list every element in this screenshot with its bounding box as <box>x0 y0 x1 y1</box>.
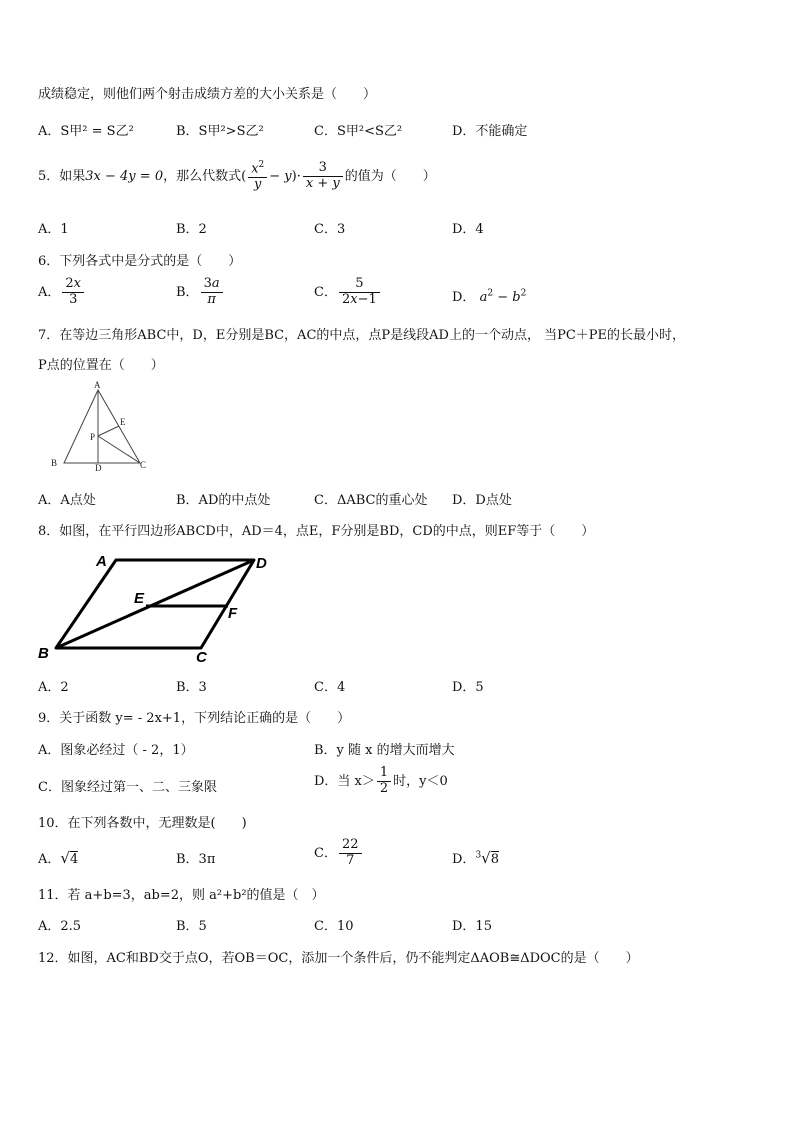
q7-label-e: E <box>120 417 126 427</box>
q10-option-b: B．3π <box>176 852 216 867</box>
q7-label-c: C <box>140 460 147 470</box>
q7-stem-line1: 7．在等边三角形ABC中，D，E分别是BC，AC的中点，点P是线段AD上的一个动点， 当PC＋PE的长最小时， <box>38 328 686 343</box>
q5-option-b: B．2 <box>176 222 207 237</box>
q8-label-d: D <box>256 555 267 572</box>
q9-stem: 9．关于函数 y= - 2x+1，下列结论正确的是（ ） <box>38 711 351 726</box>
q5-option-a: A．1 <box>38 222 69 237</box>
q4-option-a: A．S甲² = S乙² <box>38 124 134 139</box>
q10-option-a: A．√4 <box>38 849 79 867</box>
q7-stem-line2: P点的位置在（ ） <box>38 358 164 373</box>
q5-stem: 5．如果3x − 4y = 0，那么代数式( $\frac{x^2}{y}$ − y)· $\frac{3}{x + y}$ 的值为（ ） <box>38 160 436 193</box>
q9-option-a: A．图象必经过（ - 2，1） <box>38 743 194 758</box>
q6-option-d: D． $a^2 - b^2$ <box>452 288 527 305</box>
q8-parallelogram-figure <box>36 548 286 666</box>
q7-label-p: P <box>90 432 96 442</box>
q8-label-c: C <box>196 649 207 666</box>
q4-option-c: C．S甲²<S乙² <box>314 124 403 139</box>
q7-option-c: C．ΔABC的重心处 <box>314 493 428 508</box>
q10-stem: 10．在下列各数中，无理数是( ) <box>38 816 247 831</box>
q7-option-b: B．AD的中点处 <box>176 493 271 508</box>
q8-label-e: E <box>134 590 145 607</box>
q6-option-b: B． $\frac{3a}{\pi}$ <box>176 277 225 308</box>
q7-label-b: B <box>51 458 58 468</box>
q9-option-c: C．图象经过第一、二、三象限 <box>38 780 217 795</box>
q5-condition: 3x − 4y = 0 <box>85 169 164 185</box>
q5-option-d: D．4 <box>452 222 484 237</box>
q5-fraction-x2-over-y: $\frac{x^2}{y}$ <box>248 160 267 193</box>
q7-label-d: D <box>95 463 102 473</box>
q8-option-a: A．2 <box>38 680 69 695</box>
q11-option-d: D．15 <box>452 919 492 934</box>
q11-stem: 11．若 a+b=3，ab=2，则 a²+b²的值是（ ） <box>38 888 325 903</box>
q8-option-d: D．5 <box>452 680 484 695</box>
q6-option-a: A． $\frac{2x}{3}$ <box>38 277 86 308</box>
q8-label-f: F <box>228 605 238 622</box>
q10-option-c: C． $\frac{22}{7}$ <box>314 838 364 869</box>
q7-option-d: D．D点处 <box>452 493 512 508</box>
q11-option-a: A．2.5 <box>38 919 82 934</box>
q8-stem: 8．如图，在平行四边形ABCD中，AD＝4，点E，F分别是BD，CD的中点，则EF等于（ ） <box>38 524 595 539</box>
q5-fraction-3-over-xy: $\frac{3}{x + y}$ <box>303 161 343 192</box>
q5-option-c: C．3 <box>314 222 346 237</box>
q5-tail-text: 的值为（ ） <box>344 169 436 185</box>
q7-option-a: A．A点处 <box>38 493 96 508</box>
q11-option-b: B．5 <box>176 919 207 934</box>
q11-option-c: C．10 <box>314 919 354 934</box>
q7-triangle-figure <box>48 378 158 473</box>
q8-label-a: A <box>96 553 107 570</box>
q12-stem: 12．如图，AC和BD交于点O，若OB＝OC，添加一个条件后，仍不能判定ΔAOB≅ΔDOC的是（ ） <box>38 951 639 966</box>
q10-option-d: D．$^3$√8 <box>452 849 500 867</box>
q9-option-b: B．y 随 x 的增大而增大 <box>314 743 455 758</box>
q8-option-b: B．3 <box>176 680 207 695</box>
q7-label-a: A <box>94 380 101 390</box>
q4-option-b: B．S甲²>S乙² <box>176 124 264 139</box>
q6-stem: 6．下列各式中是分式的是（ ） <box>38 254 242 269</box>
q6-option-c: C． $\frac{5}{2x-1}$ <box>314 277 382 308</box>
q9-option-d: D．当 x＞ $\frac{1}{2}$ 时，y＜0 <box>314 765 448 796</box>
q8-option-c: C．4 <box>314 680 346 695</box>
q5-number: 5．如果 <box>38 169 86 185</box>
q4-stem: 成绩稳定，则他们两个射击成绩方差的大小关系是（ ） <box>38 87 377 102</box>
q5-mid-text: ，那么代数式 <box>163 169 242 185</box>
q8-label-b: B <box>38 645 49 662</box>
q4-option-d: D．不能确定 <box>452 124 528 139</box>
